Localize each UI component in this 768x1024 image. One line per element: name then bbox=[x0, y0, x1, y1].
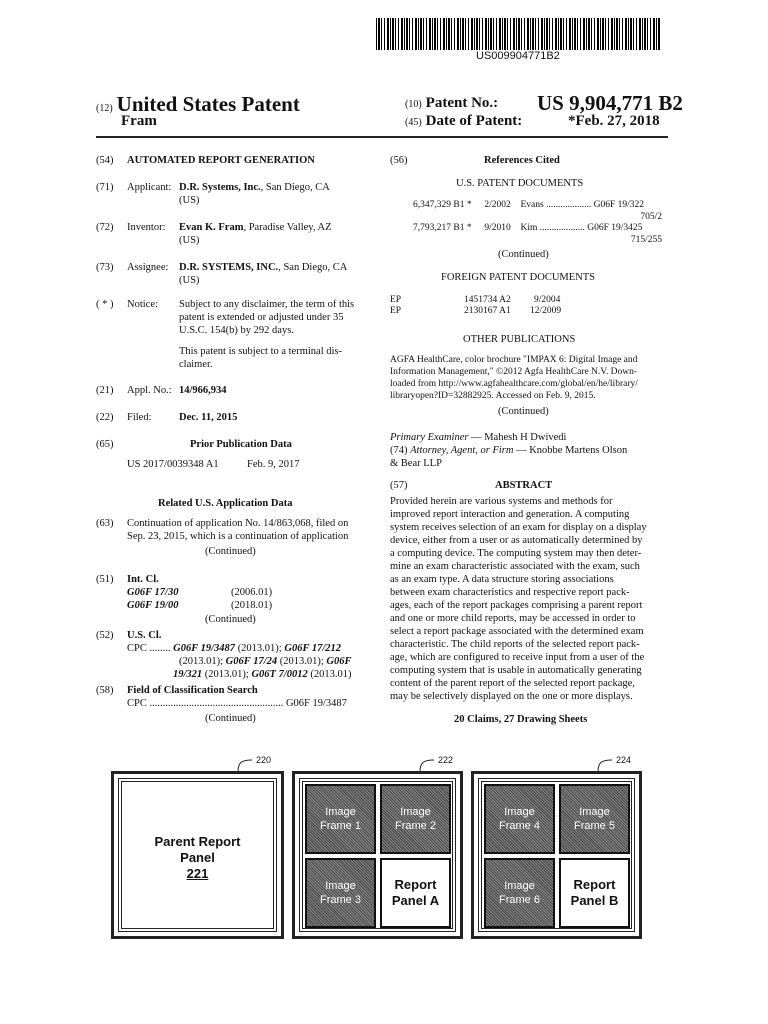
continued-note: (Continued) bbox=[205, 614, 256, 625]
ref-number: 7,793,217 B1 * bbox=[413, 223, 472, 233]
cpc-class: G06T 7/0012 bbox=[251, 669, 308, 680]
abstract-line: age, which are configured to receive input from a user of the bbox=[390, 652, 645, 663]
code-74: (74) bbox=[390, 445, 411, 456]
cpc-class: G06F 19/3487 bbox=[173, 643, 236, 654]
cpc-date: (2013.01); bbox=[235, 643, 285, 654]
prior-pub-number: US 2017/0039348 A1 bbox=[127, 459, 219, 470]
cpc-date: (2013.01); bbox=[277, 656, 327, 667]
abstract-line: may be selectively displayed on the one or more displays. bbox=[390, 691, 633, 702]
ref-class-2: 705/2 bbox=[640, 212, 662, 222]
abstract-line: as an exam type. A data structure storing associations bbox=[390, 574, 614, 585]
inventor-short: Fram bbox=[121, 113, 157, 129]
abstract-line: computing system that is usable in automatically generating bbox=[390, 665, 642, 676]
inventor-name: Evan K. Fram bbox=[179, 222, 244, 233]
assignee-location: , San Diego, CA bbox=[278, 262, 348, 273]
ref-dots: ................... bbox=[539, 223, 585, 233]
int-cl-2: G06F 19/00 bbox=[127, 600, 179, 611]
abstract-title: ABSTRACT bbox=[495, 480, 553, 491]
frame-label: Frame 6 bbox=[499, 894, 540, 906]
cpc-label: CPC ........ bbox=[127, 643, 171, 654]
parent-report-line: Panel bbox=[180, 850, 215, 865]
frame-label: Frame 2 bbox=[395, 820, 436, 832]
abstract-line: content of the parent report of the selected report package, bbox=[390, 678, 635, 689]
cpc-date: (2013.01) bbox=[307, 669, 352, 680]
date-label: Date of Patent: bbox=[425, 113, 523, 129]
other-pub-line: AGFA HealthCare, color brochure "IMPAX 6: Digital Image and bbox=[390, 355, 638, 365]
inventor-location: , Paradise Valley, AZ bbox=[243, 222, 332, 233]
cpc-class: G06F bbox=[326, 656, 352, 667]
ref-date: 9/2010 bbox=[484, 223, 511, 233]
notice-line: U.S.C. 154(b) by 292 days. bbox=[179, 325, 294, 336]
abstract-line: between exam characteristics and respective report pack- bbox=[390, 587, 630, 598]
notice-line: patent is extended or adjusted under 35 bbox=[179, 312, 344, 323]
abstract-line: a computing device. The computing system may then deter- bbox=[390, 548, 642, 559]
frame-label: Frame 3 bbox=[320, 894, 361, 906]
code-57: (57) bbox=[390, 480, 408, 491]
ref-class: G06F 19/322 bbox=[593, 200, 644, 210]
primary-examiner-label: Primary Examiner bbox=[390, 432, 469, 443]
abstract-line: improved report interaction and generation. A computing bbox=[390, 509, 630, 520]
ref-number: 6,347,329 B1 * bbox=[413, 200, 472, 210]
appl-label: Appl. No.: bbox=[127, 385, 172, 396]
assignee-label: Assignee: bbox=[127, 262, 169, 273]
report-panel-label: Report bbox=[573, 877, 616, 892]
other-pub-line: loaded from http://www.agfahealthcare.com/global/en/he/library/ bbox=[390, 379, 638, 389]
appl-number: 14/966,934 bbox=[179, 385, 227, 396]
image-frame-1 bbox=[305, 784, 376, 854]
patent-date: *Feb. 27, 2018 bbox=[568, 113, 660, 129]
abstract-line: mine an exam characteristic associated with the exam, such bbox=[390, 561, 640, 572]
ref-name: Evans bbox=[520, 200, 544, 210]
foreign-date: 12/2009 bbox=[530, 306, 562, 316]
report-panel-label: Report bbox=[394, 877, 437, 892]
invention-title: AUTOMATED REPORT GENERATION bbox=[127, 155, 315, 166]
code-45: (45) bbox=[405, 117, 422, 128]
code-22: (22) bbox=[96, 412, 114, 423]
frame-label: Frame 4 bbox=[499, 820, 540, 832]
abstract-line: select a report package associated with the determined exam bbox=[390, 626, 644, 637]
abstract-line: and one or more child reports, may be accessed in order to bbox=[390, 613, 636, 624]
report-package-a-inner bbox=[299, 778, 456, 932]
code-65: (65) bbox=[96, 439, 114, 450]
frame-label: Image bbox=[325, 880, 356, 892]
primary-examiner-name: — Mahesh H Dwivedi bbox=[468, 432, 567, 443]
callout-220: 220 bbox=[256, 755, 272, 765]
ref-dots: ................... bbox=[546, 200, 592, 210]
code-72: (72) bbox=[96, 222, 114, 233]
code-51: (51) bbox=[96, 574, 114, 585]
int-cl-2-date: (2018.01) bbox=[231, 600, 273, 611]
continued-note: (Continued) bbox=[498, 249, 549, 260]
assignee-country: (US) bbox=[179, 275, 200, 286]
ref-date: 2/2002 bbox=[484, 200, 511, 210]
code-56: (56) bbox=[390, 155, 408, 166]
other-pub-line: libraryopen?ID=32882925. Accessed on Feb. 9, 2015. bbox=[390, 391, 596, 401]
cpc-class: G06F 17/24 bbox=[225, 656, 278, 667]
field-search-label: Field of Classification Search bbox=[127, 685, 258, 696]
foreign-country: EP bbox=[390, 295, 402, 305]
parent-report-number: 221 bbox=[186, 866, 209, 881]
code-54: (54) bbox=[96, 155, 114, 166]
frame-label: Image bbox=[325, 806, 356, 818]
continuation-line: Sep. 23, 2015, which is a continuation of application bbox=[127, 531, 349, 542]
int-cl-label: Int. Cl. bbox=[127, 574, 159, 585]
patent-number: US 9,904,771 B2 bbox=[537, 91, 683, 115]
code-10: (10) bbox=[405, 99, 422, 110]
frame-label: Frame 1 bbox=[320, 820, 361, 832]
filed-date: Dec. 11, 2015 bbox=[179, 412, 238, 423]
frame-label: Image bbox=[400, 806, 431, 818]
parent-report-label bbox=[122, 834, 273, 882]
image-frame-6 bbox=[484, 858, 555, 928]
claims-count: 20 Claims, 27 Drawing Sheets bbox=[454, 714, 588, 725]
code-12: (12) bbox=[96, 103, 113, 114]
report-panel-a bbox=[380, 858, 451, 928]
frame-label: Image bbox=[579, 806, 610, 818]
cpc-class: G06F 17/212 bbox=[284, 643, 342, 654]
prior-pub-date: Feb. 9, 2017 bbox=[247, 459, 300, 470]
frame-label: Image bbox=[504, 806, 535, 818]
us-docs-title: U.S. PATENT DOCUMENTS bbox=[456, 178, 584, 189]
foreign-country: EP bbox=[390, 306, 402, 316]
parent-report-line: Parent Report bbox=[154, 834, 241, 849]
report-package-b-inner bbox=[478, 778, 635, 932]
parent-report-panel-container bbox=[111, 771, 284, 939]
callout-224: 224 bbox=[616, 755, 632, 765]
code-71: (71) bbox=[96, 182, 114, 193]
continued-note: (Continued) bbox=[205, 546, 256, 557]
cpc-class: 19/321 bbox=[173, 669, 203, 680]
continued-note: (Continued) bbox=[205, 713, 256, 724]
barcode-number: US009904771B2 bbox=[476, 50, 560, 62]
frame-label: Image bbox=[504, 880, 535, 892]
code-73: (73) bbox=[96, 262, 114, 273]
us-cl-label: U.S. Cl. bbox=[127, 630, 162, 641]
related-title: Related U.S. Application Data bbox=[158, 498, 293, 509]
report-panel-label: Panel A bbox=[391, 893, 440, 908]
applicant-name: D.R. Systems, Inc. bbox=[179, 182, 261, 193]
foreign-number: 1451734 A2 bbox=[464, 295, 511, 305]
prior-pub-title: Prior Publication Data bbox=[190, 439, 292, 450]
continuation-line: Continuation of application No. 14/863,068, filed on bbox=[127, 518, 349, 529]
ref-class: G06F 19/3425 bbox=[587, 223, 643, 233]
report-package-a bbox=[292, 771, 463, 939]
code-notice: ( * ) bbox=[96, 299, 114, 310]
references-title: References Cited bbox=[484, 155, 560, 166]
abstract-line: Provided herein are various systems and methods for bbox=[390, 496, 613, 507]
report-panel-label: Panel B bbox=[570, 893, 619, 908]
applicant-country: (US) bbox=[179, 195, 200, 206]
code-63: (63) bbox=[96, 518, 114, 529]
int-cl-1-date: (2006.01) bbox=[231, 587, 273, 598]
abstract-line: ages, each of the report packages comprising a parent report bbox=[390, 600, 643, 611]
applicant-location: , San Diego, CA bbox=[260, 182, 330, 193]
ref-name: Kim bbox=[520, 223, 538, 233]
inventor-country: (US) bbox=[179, 235, 200, 246]
inventor-label: Inventor: bbox=[127, 222, 166, 233]
abstract-line: characteristic. The child reports of the selected report pack- bbox=[390, 639, 640, 650]
notice-line: This patent is subject to a terminal dis- bbox=[179, 346, 343, 357]
int-cl-1: G06F 17/30 bbox=[127, 587, 179, 598]
cpc-date: (2013.01); bbox=[202, 669, 252, 680]
other-pub-line: Information Management," ©2012 Agfa HealthCare N.V. Down- bbox=[390, 367, 638, 377]
patent-title: United States Patent bbox=[116, 92, 300, 116]
frame-label: Frame 5 bbox=[574, 820, 615, 832]
parent-report-panel bbox=[118, 778, 277, 932]
code-58: (58) bbox=[96, 685, 114, 696]
notice-label: Notice: bbox=[127, 299, 158, 310]
notice-line: claimer. bbox=[179, 359, 213, 370]
callout-222: 222 bbox=[438, 755, 454, 765]
foreign-number: 2130167 A1 bbox=[464, 306, 511, 316]
image-frame-4 bbox=[484, 784, 555, 854]
report-package-b bbox=[471, 771, 642, 939]
continued-note: (Continued) bbox=[498, 406, 549, 417]
image-frame-3 bbox=[305, 858, 376, 928]
field-search-cpc: CPC ................................................... G06F 19/3487 bbox=[127, 698, 347, 709]
image-frame-5 bbox=[559, 784, 630, 854]
ref-class-2: 715/255 bbox=[630, 235, 662, 245]
code-52: (52) bbox=[96, 630, 114, 641]
attorney-label: Attorney, Agent, or Firm bbox=[410, 445, 514, 456]
filed-label: Filed: bbox=[127, 412, 152, 423]
report-panel-b bbox=[559, 858, 630, 928]
code-21: (21) bbox=[96, 385, 114, 396]
applicant-label: Applicant: bbox=[127, 182, 172, 193]
patent-no-label: Patent No.: bbox=[425, 95, 499, 111]
other-pubs-title: OTHER PUBLICATIONS bbox=[463, 334, 576, 345]
abstract-line: system receives selection of an exam for display on a display bbox=[390, 522, 647, 533]
foreign-date: 9/2004 bbox=[534, 295, 561, 305]
attorney-name: — Knobbe Martens Olson bbox=[513, 445, 628, 456]
assignee-name: D.R. SYSTEMS, INC. bbox=[179, 262, 279, 273]
notice-line: Subject to any disclaimer, the term of this bbox=[179, 299, 355, 310]
image-frame-2 bbox=[380, 784, 451, 854]
foreign-docs-title: FOREIGN PATENT DOCUMENTS bbox=[441, 272, 596, 283]
cpc-date: (2013.01); bbox=[179, 656, 226, 667]
attorney-line-2: & Bear LLP bbox=[390, 458, 442, 469]
abstract-line: device, either from a user or as automatically determined by bbox=[390, 535, 643, 546]
